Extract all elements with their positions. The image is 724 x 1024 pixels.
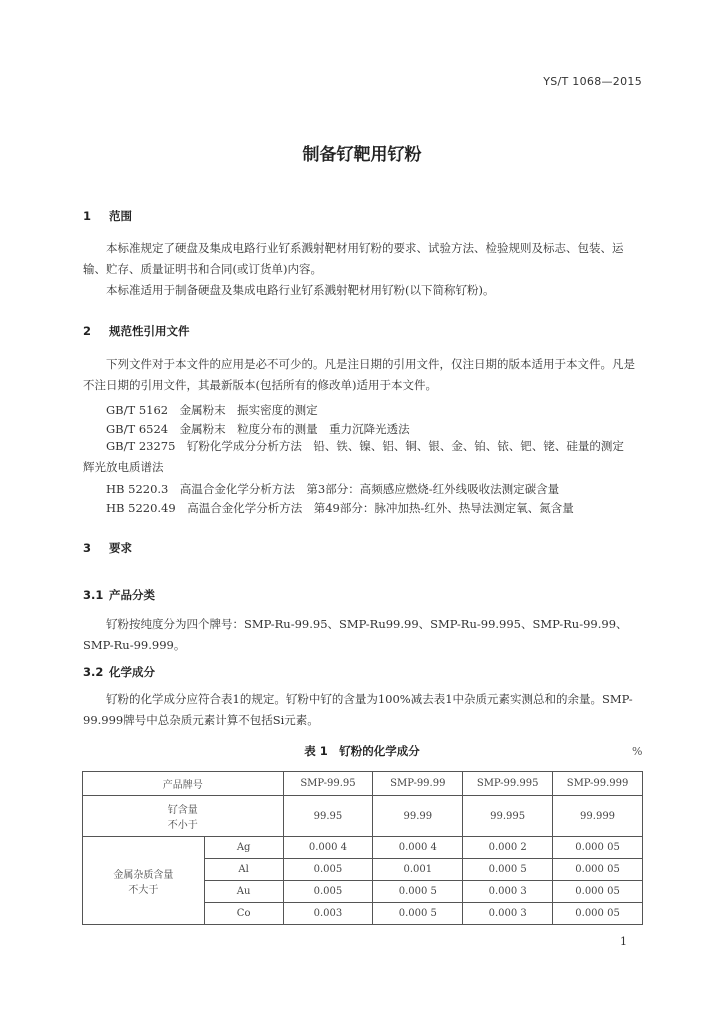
grade-cell: SMP-99.99 [373, 772, 463, 796]
element-cell: Co [204, 903, 283, 925]
section-2-heading [83, 323, 190, 339]
reference-item: HB 5220.3 高温合金化学分析方法 第3部分：高频感应燃烧-红外线吸收法测定碳含量 [106, 482, 560, 496]
value-cell: 0.000 5 [463, 859, 553, 881]
grade-cell: SMP-99.95 [283, 772, 373, 796]
value-cell: 0.000 05 [553, 881, 643, 903]
page-number: 1 [620, 935, 627, 948]
section-number: 3.1 [83, 588, 104, 602]
section-number: 3 [83, 541, 92, 555]
reference-item: GB/T 23275 钌粉化学成分分析方法 铅、铁、镍、铝、铜、银、金、铂、铱、钯、铑、硅量的测定 辉光放电质谱法 [83, 439, 636, 474]
impurity-qualifier: 不大于 [128, 884, 159, 896]
value-cell: 99.99 [373, 796, 463, 837]
chemical-composition-table [82, 771, 643, 925]
section-number: 1 [83, 209, 92, 223]
section-3-heading [83, 540, 132, 556]
impurity-label-cell [83, 837, 205, 925]
document-title: 制备钌靶用钌粉 [302, 145, 422, 165]
table-unit: % [632, 745, 643, 758]
table-caption: 表 1 钌粉的化学成分 [304, 744, 420, 758]
value-cell: 0.000 5 [373, 903, 463, 925]
value-cell: 0.000 2 [463, 837, 553, 859]
composition-paragraph: 钌粉的化学成分应符合表1的规定。钌粉中钌的含量为100%减去表1中杂质元素实测总和的余量。SMP-99.999牌号中总杂质元素计算不包括Si元素。 [83, 692, 633, 727]
section-1-heading [83, 208, 132, 224]
value-cell: 0.000 3 [463, 881, 553, 903]
impurity-label: 金属杂质含量 [113, 869, 174, 881]
reference-item: GB/T 5162 金属粉末 振实密度的测定 [106, 403, 318, 417]
table-row [83, 796, 643, 837]
grade-header-cell: 产品牌号 [83, 772, 284, 796]
element-cell: Ag [204, 837, 283, 859]
value-cell: 0.000 05 [553, 837, 643, 859]
standard-code: YS/T 1068—2015 [543, 75, 642, 88]
section-title: 要求 [109, 541, 132, 555]
value-cell: 0.005 [283, 881, 373, 903]
value-cell: 0.005 [283, 859, 373, 881]
value-cell: 0.000 3 [463, 903, 553, 925]
grade-cell: SMP-99.999 [553, 772, 643, 796]
classification-paragraph: 钌粉按纯度分为四个牌号：SMP-Ru-99.95、SMP-Ru99.99、SMP-Ru-99.995、SMP-Ru-99.99、SMP-Ru-99.999。 [83, 617, 628, 652]
section-title: 范围 [109, 209, 132, 223]
ru-content-qualifier: 不小于 [167, 820, 198, 831]
section-title: 产品分类 [109, 588, 155, 602]
section-number: 3.2 [83, 665, 104, 679]
section-3-1-heading [83, 587, 155, 603]
section-title: 规范性引用文件 [109, 324, 190, 338]
value-cell: 0.000 4 [283, 837, 373, 859]
value-cell: 0.000 05 [553, 903, 643, 925]
value-cell: 0.000 05 [553, 859, 643, 881]
references-intro: 下列文件对于本文件的应用是必不可少的。凡是注日期的引用文件，仅注日期的版本适用于本文件。凡是不注日期的引用文件，其最新版本(包括所有的修改单)适用于本文件。 [83, 357, 635, 392]
section-title: 化学成分 [109, 665, 155, 679]
value-cell: 0.000 4 [373, 837, 463, 859]
ru-content-label-cell [83, 796, 284, 837]
scope-paragraph-2: 本标准适用于制备硬盘及集成电路行业钌系溅射靶材用钌粉(以下简称钌粉)。 [106, 283, 495, 297]
value-cell: 99.995 [463, 796, 553, 837]
table-row [83, 837, 643, 859]
value-cell: 0.001 [373, 859, 463, 881]
scope-paragraph-1: 本标准规定了硬盘及集成电路行业钌系溅射靶材用钌粉的要求、试验方法、检验规则及标志、包装、运输、贮存、质量证明书和合同(或订货单)内容。 [83, 241, 624, 276]
value-cell: 99.95 [283, 796, 373, 837]
value-cell: 0.000 5 [373, 881, 463, 903]
grade-cell: SMP-99.995 [463, 772, 553, 796]
section-3-2-heading [83, 664, 155, 680]
ru-content-label: 钌含量 [167, 805, 198, 816]
reference-item: GB/T 6524 金属粉末 粒度分布的测量 重力沉降光透法 [106, 422, 410, 436]
value-cell: 0.003 [283, 903, 373, 925]
element-cell: Al [204, 859, 283, 881]
value-cell: 99.999 [553, 796, 643, 837]
element-cell: Au [204, 881, 283, 903]
table-header-row [83, 772, 643, 796]
section-number: 2 [83, 324, 92, 338]
reference-item: HB 5220.49 高温合金化学分析方法 第49部分：脉冲加热-红外、热导法测定氧、氮含量 [106, 501, 574, 515]
